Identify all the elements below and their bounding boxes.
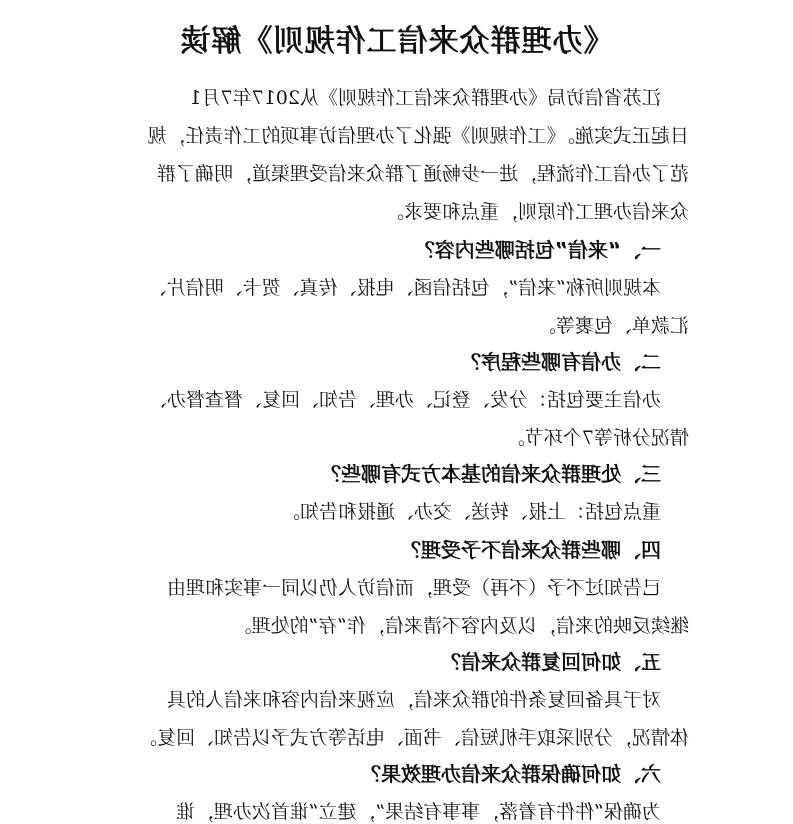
intro-line-3: 范了办信工作流程，进一步畅通了群众来信受理渠道，明确了群 xyxy=(156,163,689,185)
section-5-line-2: 体情况，分别采取手机短信、书面、电话等方式予以告知、回复。 xyxy=(137,727,689,749)
section-heading-1: 一、“来信”包括哪些内容？ xyxy=(414,238,661,262)
section-heading-4: 四、哪些群众来信不予受理？ xyxy=(401,538,661,562)
section-4-line-1: 已告知过不予（不再）受理，而信访人仍以同一事实和理由 xyxy=(166,577,661,599)
intro-line-4: 众来信办理工作原则，重点和要求。 xyxy=(384,201,689,223)
section-4-line-2: 继续反映的来信，以及内容不清来信，作“存”的处理。 xyxy=(232,615,689,637)
section-1-line-1: 本规则所称“来信”，包括信函、电报、传真、贺卡、明信片、 xyxy=(147,277,661,299)
page-title: 《办理群众来信工作规则》解读 xyxy=(179,24,614,59)
intro-line-1: 江苏省信访局《办理群众来信工作规则》从2017年7月1 xyxy=(189,87,661,109)
section-6-line-1: 为确保“件件有着落，事事有结果”，建立“谁首次办理，谁 xyxy=(175,801,661,823)
intro-line-2: 日起正式实施。《工作规则》强化了办理信访事项的工作责任，规 xyxy=(147,125,689,147)
section-heading-3: 三、处理群众来信的基本方式有哪些？ xyxy=(321,462,661,486)
section-2-line-1: 办信主要包括：分发、登记、办理、告知、回复、督查督办、 xyxy=(147,389,661,411)
section-5-line-1: 对于具备回复条件的群众来信，应视来信内容和来信人的具 xyxy=(166,689,661,711)
section-3-line-1: 重点包括：上报、转送、交办、通报和告知。 xyxy=(280,501,661,523)
section-heading-6: 六、如何确保群众来信办理效果？ xyxy=(361,762,661,786)
section-1-line-2: 汇款单、包裹等。 xyxy=(536,315,689,337)
section-2-line-2: 情况分析等7个环节。 xyxy=(505,427,689,449)
section-heading-2: 二、办信有哪些程序？ xyxy=(461,350,661,374)
section-heading-5: 五、如何回复群众来信？ xyxy=(441,650,661,674)
